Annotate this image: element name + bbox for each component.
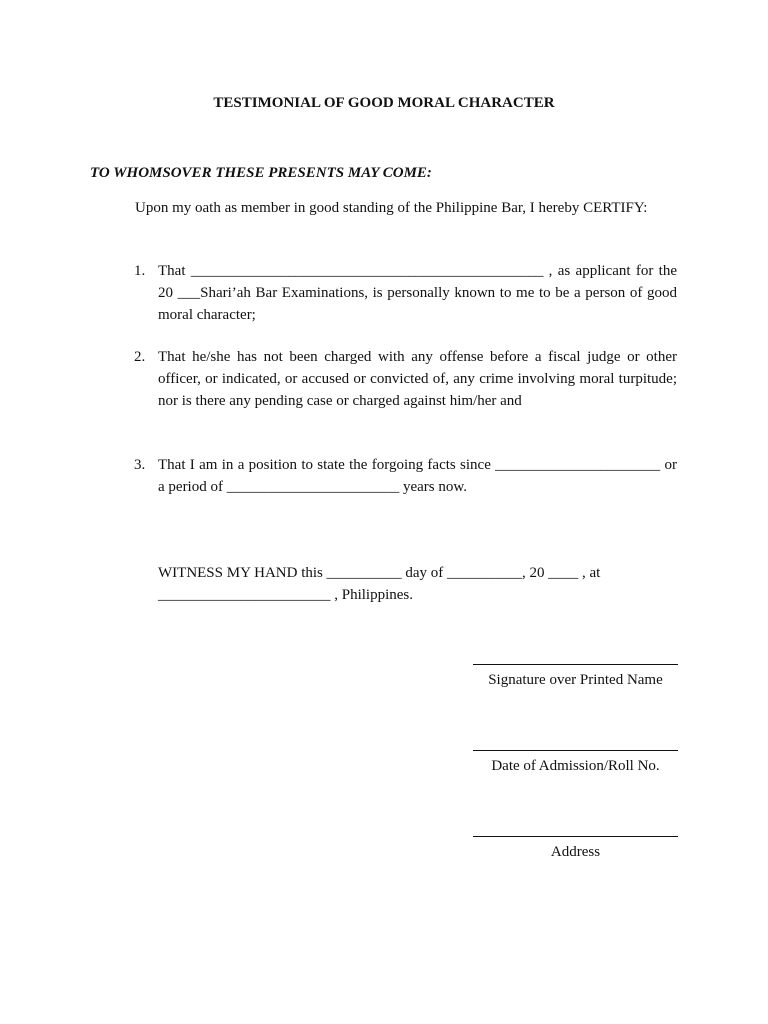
witness-clause: WITNESS MY HAND this __________ day of __________, 20 ____ , at _______________________ , Philippines.: [158, 565, 601, 603]
item-number: 1.: [134, 263, 146, 279]
intro-paragraph: Upon my oath as member in good standing of the Philippine Bar, I hereby CERTIFY:: [135, 200, 648, 216]
salutation: TO WHOMSOVER THESE PRESENTS MAY COME:: [90, 165, 432, 181]
signature-line: [473, 836, 678, 837]
signature-line: [473, 750, 678, 751]
signature-label: Address: [550, 844, 601, 860]
signature-label: Signature over Printed Name: [488, 672, 663, 688]
signature-label: Date of Admission/Roll No.: [491, 758, 660, 774]
signature-line: [473, 664, 678, 665]
certification-item-2: [134, 346, 677, 412]
item-text: That _______________________________________________ , as applicant for the 20 ___Shari’ah Bar Examinations, is personally known to me to be a person of good moral character;: [158, 263, 677, 323]
certification-item-3: [134, 454, 677, 498]
item-number: 2.: [134, 349, 146, 365]
signature-block-admission: [473, 750, 678, 777]
item-text: That I am in a position to state the forgoing facts since ______________________ or a period of _______________________ years now.: [158, 457, 677, 495]
signature-block-address: [473, 836, 678, 863]
item-text: That he/she has not been charged with any offense before a fiscal judge or other officer, or indicated, or accused or convicted of, any crime involving moral turpitude; nor is there any pending case or charged against him/her and: [158, 349, 677, 409]
document-title: TESTIMONIAL OF GOOD MORAL CHARACTER: [213, 95, 555, 111]
certification-item-1: [134, 260, 677, 326]
signature-block-name: [473, 664, 678, 691]
item-number: 3.: [134, 457, 146, 473]
